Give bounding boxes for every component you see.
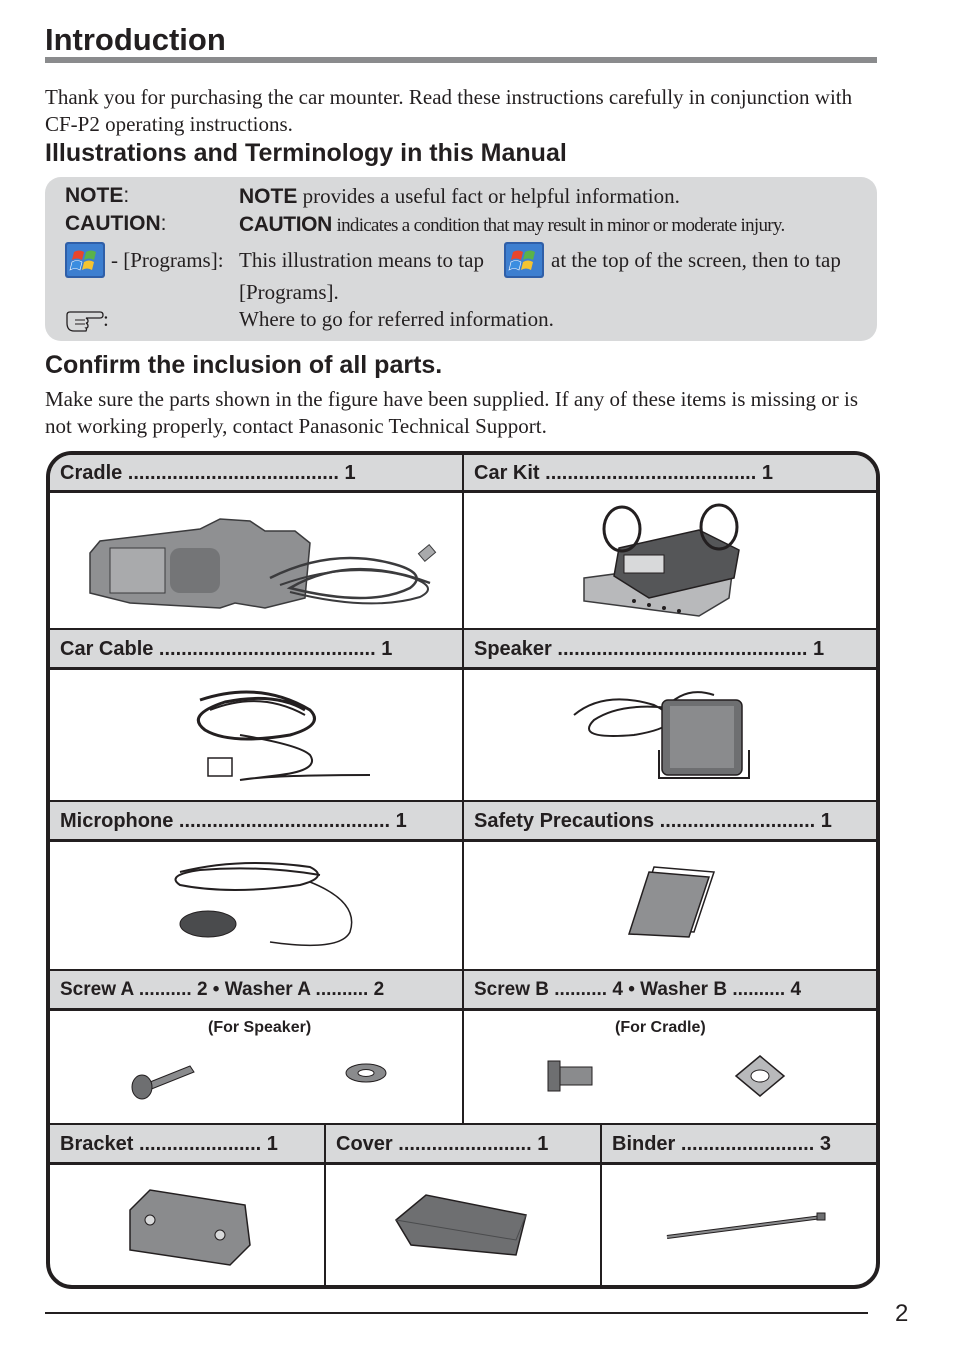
screw-a-image xyxy=(50,1011,462,1123)
column-divider xyxy=(324,1123,326,1285)
bracket-image xyxy=(50,1165,324,1285)
cover-header: Cover ........................ 1 xyxy=(326,1125,600,1165)
for-cradle-note: (For Cradle) xyxy=(615,1019,706,1036)
cradle-header: Cradle ...................................... 1 xyxy=(50,455,462,493)
screw-b-image xyxy=(464,1011,876,1123)
caution-label-row: CAUTION: xyxy=(65,212,167,235)
terminology-box xyxy=(45,177,877,341)
parts-paragraph: Make sure the parts shown in the figure have been supplied. If any of these items is missing or is not working properly, contact Panasonic Technical Support. xyxy=(45,387,858,438)
bracket-header: Bracket ...................... 1 xyxy=(50,1125,324,1165)
microphone-header: Microphone ...................................... 1 xyxy=(50,802,462,842)
cover-image xyxy=(326,1165,600,1285)
speaker-image xyxy=(464,670,876,800)
page-number: 2 xyxy=(895,1300,909,1327)
caution-label: CAUTION xyxy=(65,212,161,235)
footer-rule xyxy=(45,1312,868,1314)
microphone-image xyxy=(50,842,462,969)
for-speaker-note: (For Speaker) xyxy=(208,1019,312,1036)
page-title: Introduction xyxy=(45,22,226,57)
safety-precautions-image xyxy=(464,842,876,969)
column-divider xyxy=(600,1123,602,1285)
note-bold: NOTE xyxy=(239,185,298,208)
note-label: NOTE xyxy=(65,184,124,207)
car-cable-header: Car Cable ....................................... 1 xyxy=(50,630,462,670)
caution-text: indicates a condition that may result in minor or moderate injury. xyxy=(336,215,785,236)
cradle-image xyxy=(50,493,462,628)
intro-paragraph: Thank you for purchasing the car mounter. Read these instructions carefully in conjunction with CF-P2 operating instructions. xyxy=(45,85,853,136)
column-divider xyxy=(462,455,464,1123)
note-text: provides a useful fact or helpful information. xyxy=(302,184,680,208)
illustrations-heading: Illustrations and Terminology in this Manual xyxy=(45,139,567,167)
reference-colon: : xyxy=(103,307,109,331)
windows-start-icon xyxy=(65,242,105,278)
note-definition xyxy=(239,183,680,210)
reference-text: Where to go for referred information. xyxy=(239,307,554,331)
windows-start-icon xyxy=(504,242,544,278)
safety-header: Safety Precautions ............................ 1 xyxy=(464,802,876,842)
programs-label: - [Programs]: xyxy=(111,248,224,272)
car-kit-image xyxy=(464,493,876,628)
programs-text-a: This illustration means to tap xyxy=(239,248,484,272)
programs-text-b: at the top of the screen, then to tap xyxy=(551,248,841,272)
programs-text-c: [Programs]. xyxy=(239,280,339,304)
car-cable-image xyxy=(50,670,462,800)
speaker-header: Speaker ............................................. 1 xyxy=(464,630,876,670)
note-label-row: NOTE: xyxy=(65,184,130,207)
screw-a-header: Screw A .......... 2 • Washer A .......... 2 xyxy=(50,971,462,1011)
caution-definition xyxy=(239,211,785,239)
caution-bold: CAUTION xyxy=(239,213,332,236)
title-rule xyxy=(45,57,877,63)
binder-image xyxy=(602,1165,876,1285)
binder-header: Binder ........................ 3 xyxy=(602,1125,876,1165)
car-kit-header: Car Kit ...................................... 1 xyxy=(464,455,876,493)
pointing-hand-icon xyxy=(65,309,105,333)
parts-heading: Confirm the inclusion of all parts. xyxy=(45,351,443,379)
screw-b-header: Screw B .......... 4 • Washer B .......... 4 xyxy=(464,971,876,1011)
parts-table xyxy=(46,451,880,1289)
